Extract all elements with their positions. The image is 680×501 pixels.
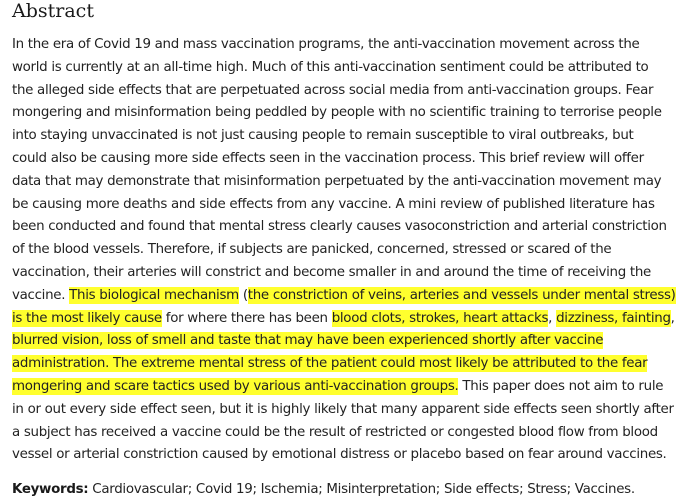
- paper-abstract-section: [12, 0, 674, 501]
- abstract-line: [12, 102, 674, 125]
- text-segment: a subject has received a vaccine could be the result of restricted or congested blood flow from blood: [12, 424, 658, 440]
- abstract-line: [12, 239, 674, 262]
- highlighted-text: blurred vision, loss of smell and taste that may have been experienced shortly after vaccine: [12, 333, 604, 349]
- text-segment: vaccination, their arteries will constrict and become smaller in and around the time of receiving the: [12, 264, 651, 280]
- highlighted-text: blood clots, strokes, heart attacks: [331, 310, 549, 326]
- highlighted-text: the constriction of veins, arteries and vessels under mental stress): [247, 287, 676, 303]
- abstract-line: [12, 148, 674, 171]
- text-segment: world is currently at an all-time high. Much of this anti-vaccination sentiment could be attributed to: [12, 59, 649, 75]
- abstract-heading: Abstract: [12, 0, 94, 22]
- abstract-line: [12, 285, 674, 308]
- abstract-line: [12, 353, 674, 376]
- abstract-line: [12, 262, 674, 285]
- abstract-line: [12, 194, 674, 217]
- abstract-line: [12, 171, 674, 194]
- keywords-label: Keywords:: [12, 482, 89, 498]
- abstract-line: [12, 216, 674, 239]
- text-segment: of the blood vessels. Therefore, if subjects are panicked, concerned, stressed or scared of the: [12, 242, 612, 258]
- highlighted-text: This biological mechanism: [69, 287, 239, 303]
- abstract-line: [12, 330, 674, 353]
- highlighted-text: dizziness, fainting: [556, 310, 671, 326]
- abstract-line: [12, 444, 674, 467]
- abstract-line: [12, 34, 674, 57]
- text-segment: mongering and misinformation being peddled by people with no scientific training to terrorise people: [12, 105, 662, 121]
- abstract-line: [12, 399, 674, 422]
- text-segment: vaccine.: [12, 287, 70, 303]
- abstract-line: [12, 422, 674, 445]
- highlighted-text: administration. The extreme mental stress of the patient could most likely be attributed to the fear: [12, 356, 648, 372]
- abstract-line: [12, 80, 674, 103]
- keywords-line: [12, 479, 674, 501]
- text-segment: This paper does not aim to rule: [458, 378, 664, 394]
- abstract-line: [12, 125, 674, 148]
- text-segment: for where there has been: [161, 310, 332, 326]
- highlighted-text: mongering and scare tactics used by various anti-vaccination groups.: [12, 378, 459, 394]
- highlighted-text: is the most likely cause: [12, 310, 162, 326]
- text-segment: been conducted and found that mental stress clearly causes vasoconstriction and arterial constriction: [12, 219, 667, 235]
- keywords-text: Cardiovascular; Covid 19; Ischemia; Misinterpretation; Side effects; Stress; Vaccines.: [88, 482, 635, 498]
- text-segment: In the era of Covid 19 and mass vaccination programs, the anti-vaccination movement across the: [12, 37, 640, 52]
- text-segment: in or out every side effect seen, but it is highly likely that many apparent side effects seen shortly after: [12, 401, 674, 417]
- abstract-line: [12, 308, 674, 331]
- text-segment: (: [238, 287, 248, 303]
- text-segment: vessel or arterial constriction caused by emotional distress or placebo based on fear around vaccines.: [12, 447, 667, 463]
- text-segment: data that may demonstrate that misinformation perpetuated by the anti-vaccination movement may: [12, 173, 662, 189]
- abstract-body: [12, 34, 674, 467]
- text-segment: could also be causing more side effects seen in the vaccination process. This brief review will offer: [12, 150, 644, 166]
- text-segment: ,: [670, 310, 675, 326]
- text-segment: into staying unvaccinated is not just causing people to remain susceptible to viral outbreaks, but: [12, 128, 634, 144]
- abstract-line: [12, 376, 674, 399]
- text-segment: be causing more deaths and side effects from any vaccine. A mini review of published literature has: [12, 196, 655, 212]
- text-segment: ,: [548, 310, 557, 326]
- text-segment: the alleged side effects that are perpetuated across social media from anti-vaccination groups. Fear: [12, 82, 654, 98]
- abstract-line: [12, 57, 674, 80]
